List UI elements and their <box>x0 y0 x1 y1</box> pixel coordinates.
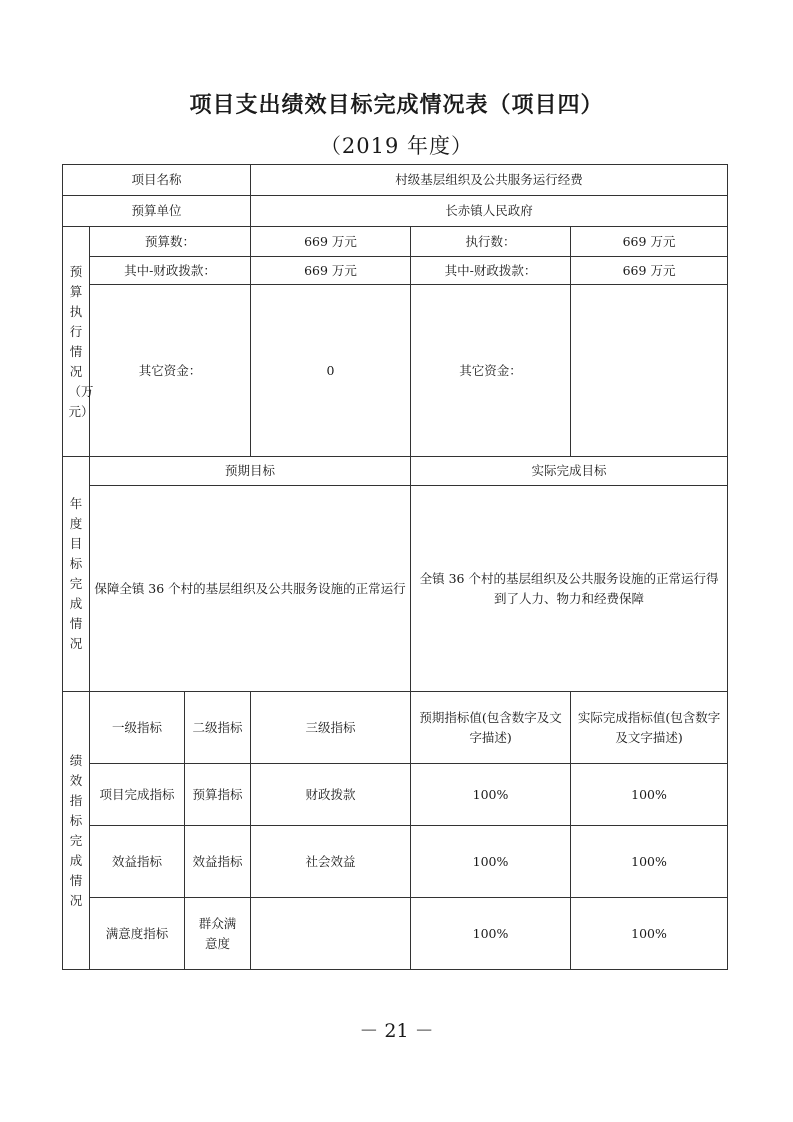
actual-value-header: 实际完成指标值(包含数字及文字描述) <box>571 692 728 764</box>
actual-value-cell: 100% <box>571 826 728 898</box>
other-funds-exec-label: 其它资金： <box>411 285 571 457</box>
budget-amount-label: 预算数： <box>90 227 251 257</box>
other-funds-value: 0 <box>251 285 411 457</box>
table-row <box>63 764 728 826</box>
indicator-section-label: 绩效指标完成情况 <box>63 692 90 970</box>
expected-goal-header: 预期目标 <box>90 457 411 486</box>
goals-content-row <box>63 486 728 692</box>
goals-section-label: 年度目标完成情况 <box>63 457 90 692</box>
exec-amount-value: 669 万元 <box>571 227 728 257</box>
level2-cell: 预算指标 <box>185 764 251 826</box>
budget-row <box>63 227 728 257</box>
other-funds-exec-value <box>571 285 728 457</box>
budget-unit-value: 长赤镇人民政府 <box>251 196 728 227</box>
table-row <box>63 898 728 970</box>
level3-cell: 财政拨款 <box>251 764 411 826</box>
project-name-label: 项目名称 <box>63 165 251 196</box>
level1-cell: 满意度指标 <box>90 898 185 970</box>
budget-unit-row <box>63 196 728 227</box>
indicator-header-row <box>63 692 728 764</box>
level3-header: 三级指标 <box>251 692 411 764</box>
fiscal-row <box>63 257 728 285</box>
actual-goal-header: 实际完成目标 <box>411 457 728 486</box>
expected-value-cell: 100% <box>411 826 571 898</box>
fiscal-budget-value: 669 万元 <box>251 257 411 285</box>
exec-amount-label: 执行数： <box>411 227 571 257</box>
level2-cell <box>185 898 251 970</box>
table-row <box>63 826 728 898</box>
level3-cell <box>251 898 411 970</box>
page-number: － 21 － <box>359 1020 434 1042</box>
fiscal-budget-label: 其中-财政拨款： <box>90 257 251 285</box>
project-name-value: 村级基层组织及公共服务运行经费 <box>251 165 728 196</box>
expected-goal-text: 保障全镇 36 个村的基层组织及公共服务设施的正常运行 <box>90 486 411 692</box>
other-funds-label: 其它资金： <box>90 285 251 457</box>
level3-cell: 社会效益 <box>251 826 411 898</box>
budget-amount-value: 669 万元 <box>251 227 411 257</box>
expected-value-cell: 100% <box>411 764 571 826</box>
level2-header: 二级指标 <box>185 692 251 764</box>
actual-value-cell: 100% <box>571 764 728 826</box>
expected-value-header: 预期指标值(包含数字及文字描述) <box>411 692 571 764</box>
page-subtitle: （2019 年度） <box>319 134 474 158</box>
other-funds-row <box>63 285 728 457</box>
level1-cell: 项目完成指标 <box>90 764 185 826</box>
fiscal-exec-label: 其中-财政拨款： <box>411 257 571 285</box>
performance-table <box>62 164 728 970</box>
expected-value-cell: 100% <box>411 898 571 970</box>
project-name-row <box>63 165 728 196</box>
level1-header: 一级指标 <box>90 692 185 764</box>
budget-unit-label: 预算单位 <box>63 196 251 227</box>
actual-goal-text: 全镇 36 个村的基层组织及公共服务设施的正常运行得到了人力、物力和经费保障 <box>411 486 728 692</box>
goals-header-row <box>63 457 728 486</box>
level2-text: 群众满意度 <box>198 915 237 951</box>
level1-cell: 效益指标 <box>90 826 185 898</box>
budget-section-label: 预算执行情况（万元） <box>63 227 90 457</box>
fiscal-exec-value: 669 万元 <box>571 257 728 285</box>
page-title: 项目支出绩效目标完成情况表（项目四） <box>189 93 604 118</box>
level2-cell: 效益指标 <box>185 826 251 898</box>
actual-value-cell: 100% <box>571 898 728 970</box>
